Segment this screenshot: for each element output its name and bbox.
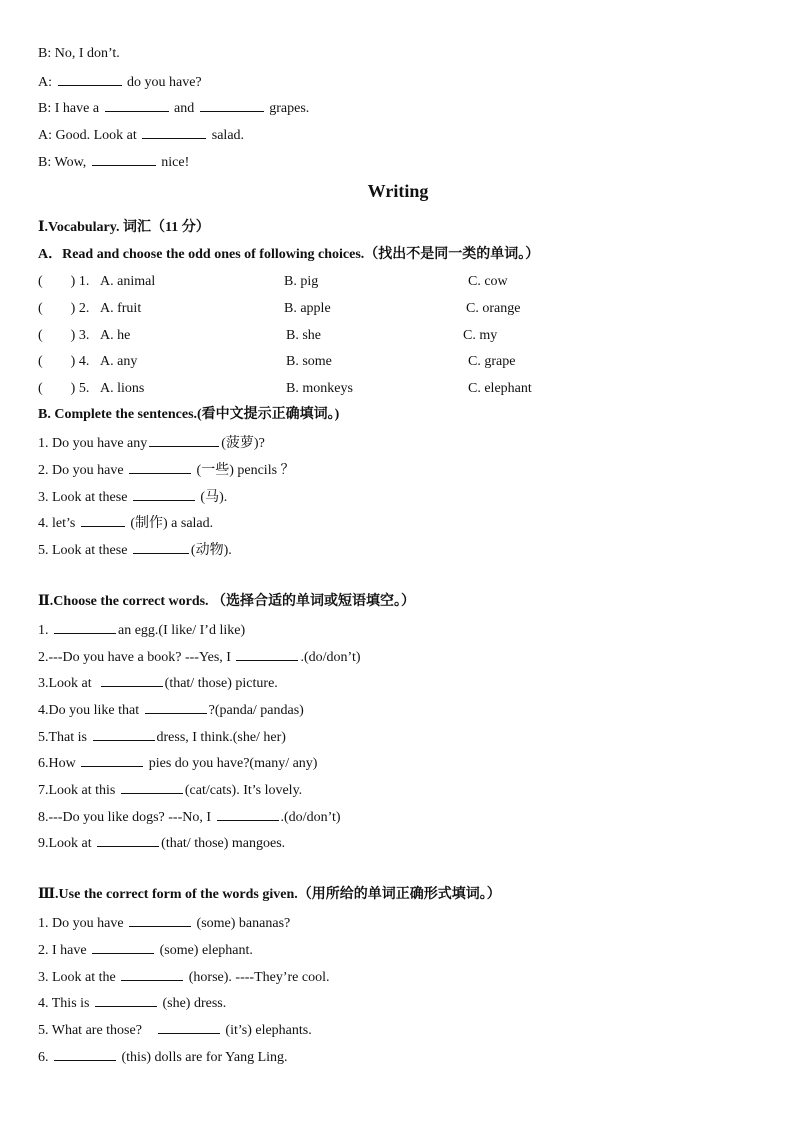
answer-blank[interactable]	[145, 699, 207, 714]
answer-blank[interactable]	[149, 432, 219, 447]
answer-blank[interactable]	[236, 646, 298, 661]
part-b-item: 1. Do you have any (菠萝)?	[38, 432, 265, 454]
section-2-item: 7.Look at this (cat/cats). It’s lovely.	[38, 779, 302, 801]
answer-blank[interactable]	[158, 1019, 220, 1034]
section-2-item: 5.That is dress, I think.(she/ her)	[38, 726, 286, 748]
dialogue-line-2: A: do you have?	[38, 71, 202, 93]
answer-blank[interactable]	[129, 459, 191, 474]
answer-blank[interactable]	[54, 1046, 116, 1061]
section-3-item: 6. (this) dolls are for Yang Ling.	[38, 1046, 288, 1068]
part-b-item: 4. let’s (制作) a salad.	[38, 512, 213, 534]
option-a[interactable]: A. fruit	[100, 301, 142, 316]
answer-blank[interactable]	[92, 151, 156, 166]
answer-blank[interactable]	[133, 539, 189, 554]
dialogue-line-3: B: I have a and grapes.	[38, 97, 309, 119]
option-c[interactable]: C. grape	[468, 354, 516, 369]
section-2-item: 8.---Do you like dogs? ---No, I .(do/don’t)	[38, 806, 341, 828]
option-b[interactable]: B. apple	[284, 301, 331, 316]
section-3-heading: Ⅲ.Use the correct form of the words given.（用所给的单词正确形式填词。）	[38, 887, 501, 902]
item-number: ( ) 3.	[38, 328, 90, 343]
item-number: ( ) 2.	[38, 301, 90, 316]
answer-blank[interactable]	[217, 806, 279, 821]
dialogue-line-1: B: No, I don’t.	[38, 46, 120, 61]
option-a[interactable]: A. he	[100, 328, 131, 343]
section-2-item: 6.How pies do you have?(many/ any)	[38, 752, 317, 774]
section-3-item: 4. This is (she) dress.	[38, 992, 226, 1014]
section-3-item: 3. Look at the (horse). ----They’re cool.	[38, 966, 329, 988]
section-2-item: 9.Look at (that/ those) mangoes.	[38, 832, 285, 854]
answer-blank[interactable]	[58, 71, 122, 86]
item-number: ( ) 4.	[38, 354, 90, 369]
item-number: ( ) 5.	[38, 381, 90, 396]
answer-blank[interactable]	[93, 726, 155, 741]
item-number: ( ) 1.	[38, 274, 90, 289]
section-3-item: 5. What are those? (it’s) elephants.	[38, 1019, 312, 1041]
answer-blank[interactable]	[95, 992, 157, 1007]
answer-blank[interactable]	[97, 832, 159, 847]
section-2-item: 1. an egg.(I like/ I’d like)	[38, 619, 245, 641]
answer-blank[interactable]	[121, 779, 183, 794]
section-2-item: 3.Look at (that/ those) picture.	[38, 672, 278, 694]
section-3-item: 1. Do you have (some) bananas?	[38, 912, 290, 934]
option-c[interactable]: C. my	[463, 328, 498, 343]
answer-blank[interactable]	[105, 97, 169, 112]
part-b-item: 2. Do you have (一些) pencils ？	[38, 459, 295, 481]
writing-title: Writing	[367, 181, 429, 201]
option-a[interactable]: A. lions	[100, 381, 145, 396]
answer-blank[interactable]	[200, 97, 264, 112]
option-b[interactable]: B. monkeys	[286, 381, 353, 396]
option-c[interactable]: C. orange	[466, 301, 521, 316]
part-b-item: 5. Look at these (动物).	[38, 539, 232, 561]
option-a[interactable]: A. any	[100, 354, 138, 369]
option-b[interactable]: B. she	[286, 328, 321, 343]
option-c[interactable]: C. cow	[468, 274, 508, 289]
section-2-item: 4.Do you like that ?(panda/ pandas)	[38, 699, 304, 721]
option-c[interactable]: C. elephant	[468, 381, 532, 396]
section-1-heading: Ⅰ.Vocabulary. 词汇（11 分）	[38, 220, 210, 235]
option-b[interactable]: B. pig	[284, 274, 319, 289]
section-2-item: 2.---Do you have a book? ---Yes, I .(do/don’t)	[38, 646, 361, 668]
part-b-item: 3. Look at these (马).	[38, 486, 227, 508]
section-2-heading: Ⅱ.Choose the correct words. （选择合适的单词或短语填空。）	[38, 594, 416, 609]
option-a[interactable]: A. animal	[100, 274, 156, 289]
answer-blank[interactable]	[129, 912, 191, 927]
answer-blank[interactable]	[92, 939, 154, 954]
option-b[interactable]: B. some	[286, 354, 332, 369]
answer-blank[interactable]	[54, 619, 116, 634]
part-b-heading: B. Complete the sentences.(看中文提示正确填词。)	[38, 407, 340, 422]
section-3-item: 2. I have (some) elephant.	[38, 939, 253, 961]
answer-blank[interactable]	[142, 124, 206, 139]
answer-blank[interactable]	[121, 966, 183, 981]
answer-blank[interactable]	[101, 672, 163, 687]
answer-blank[interactable]	[81, 752, 143, 767]
answer-blank[interactable]	[81, 512, 125, 527]
dialogue-line-4: A: Good. Look at salad.	[38, 124, 244, 146]
dialogue-line-5: B: Wow, nice!	[38, 151, 189, 173]
answer-blank[interactable]	[133, 486, 195, 501]
part-a-heading: A．Read and choose the odd ones of following choices.（找出不是同一类的单词。）	[38, 247, 540, 262]
